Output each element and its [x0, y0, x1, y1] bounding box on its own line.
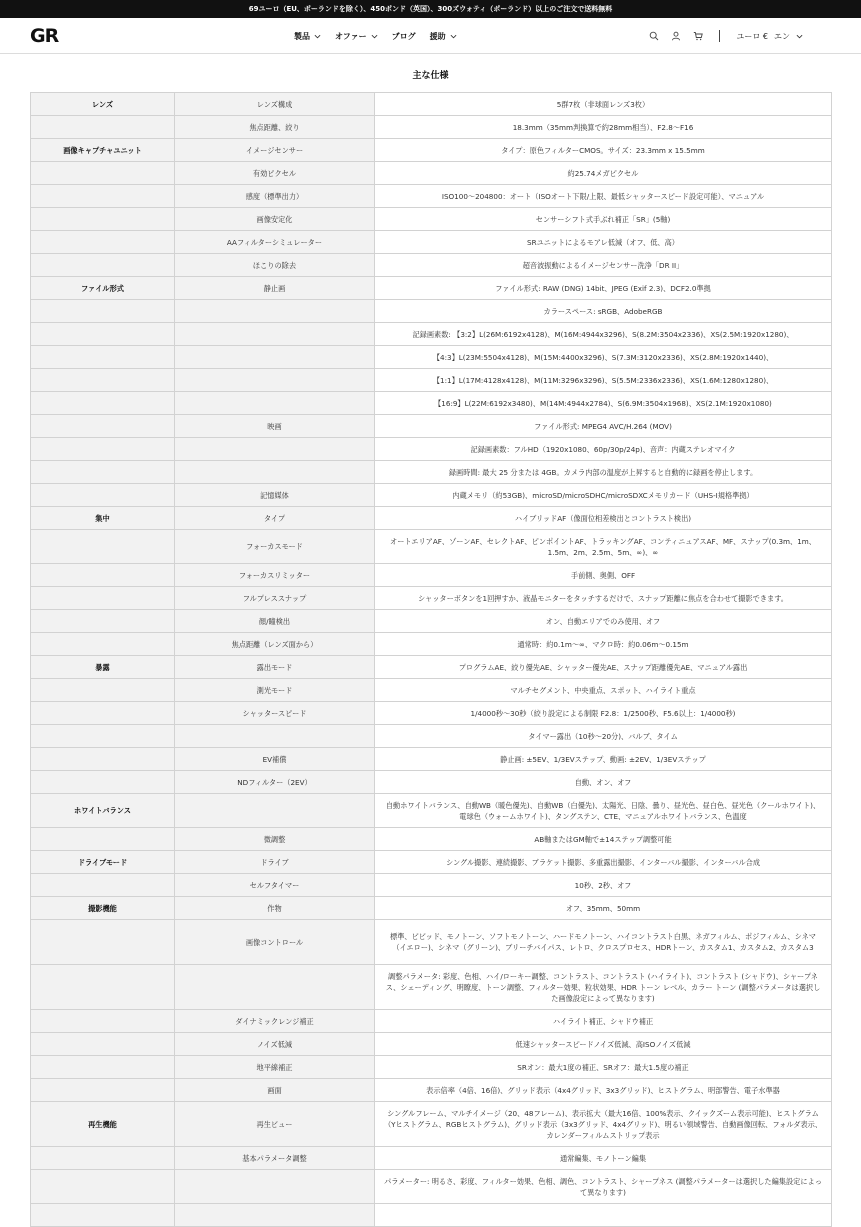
spec-item-cell: ドライブ — [175, 851, 375, 874]
spec-category-cell — [31, 1010, 175, 1033]
spec-row — [31, 656, 832, 679]
spec-category-cell — [31, 300, 175, 323]
spec-value-cell: 通常時：約0.1m〜∞、マクロ時：約0.06m〜0.15m — [375, 633, 832, 656]
spec-category-cell — [31, 725, 175, 748]
spec-item-cell: 有効ピクセル — [175, 162, 375, 185]
spec-item-cell: 記憶媒体 — [175, 484, 375, 507]
spec-value-cell: マルチセグメント、中央重点、スポット、ハイライト重点 — [375, 679, 832, 702]
spec-row — [31, 1204, 832, 1227]
spec-row — [31, 185, 832, 208]
spec-value-cell: 録画時間: 最大 25 分または 4GB。カメラ内部の温度が上昇すると自動的に録画を停止します。 — [375, 461, 832, 484]
account-icon[interactable] — [671, 31, 681, 41]
spec-category-cell: ホワイトバランス — [31, 794, 175, 828]
chevron-down-icon — [450, 34, 457, 39]
spec-value-cell: 自動ホワイトバランス、自動WB（暖色優先)、自動WB（白優先)、太陽光、日陰、曇り、昼光色、昼白色、昼光色（クールホワイト)、電球色（ウォームホワイト)、タングステン、CTE、マニュアルホワイトバランス、色温度 — [375, 794, 832, 828]
spec-row — [31, 897, 832, 920]
currency-label: ユーロ € — [736, 31, 768, 41]
spec-value-cell: 【16:9】L(22M:6192x3480)、M(14M:4944x2784)、S(6.9M:3504x1968)、XS(2.1M:1920x1080) — [375, 392, 832, 415]
menu-offers-label: オファー — [335, 31, 367, 41]
spec-row — [31, 1033, 832, 1056]
spec-value-cell: 超音波振動によるイメージセンサー洗浄「DR II」 — [375, 254, 832, 277]
spec-category-cell: ファイル形式 — [31, 277, 175, 300]
promo-banner: 69ユーロ（EU、ポーランドを除く）、450ポンド（英国）、300ズウォティ（ポーランド）以上のご注文で送料無料 — [0, 0, 861, 18]
spec-item-cell: 基本パラメータ調整 — [175, 1147, 375, 1170]
spec-item-cell: ほこりの除去 — [175, 254, 375, 277]
spec-item-cell: NDフィルター（2EV） — [175, 771, 375, 794]
spec-category-cell — [31, 484, 175, 507]
spec-row — [31, 679, 832, 702]
spec-value-cell: 記録画素数: 【3:2】L(26M:6192x4128)、M(16M:4944x3296)、S(8.2M:3504x2336)、XS(2.5M:1920x1280)、 — [375, 323, 832, 346]
spec-row — [31, 93, 832, 116]
spec-row — [31, 725, 832, 748]
spec-value-cell: 【1:1】L(17M:4128x4128)、M(11M:3296x3296)、S(5.5M:2336x2336)、XS(1.6M:1280x1280)、 — [375, 369, 832, 392]
header-actions — [649, 18, 803, 54]
spec-value-cell: ファイル形式: RAW (DNG) 14bit、JPEG (Exif 2.3)、DCF2.0準拠 — [375, 277, 832, 300]
menu-support-label: 援助 — [429, 31, 446, 41]
spec-row — [31, 392, 832, 415]
page-title: 主な仕様 — [412, 71, 449, 81]
spec-value-cell: オフ、35mm、50mm — [375, 897, 832, 920]
spec-value-cell: 【4:3】L(23M:5504x4128)、M(15M:4400x3296)、S(7.3M:3120x2336)、XS(2.8M:1920x1440)、 — [375, 346, 832, 369]
spec-row — [31, 254, 832, 277]
spec-value-cell: 静止画: ±5EV、1/3EVステップ、動画: ±2EV、1/3EVステップ — [375, 748, 832, 771]
spec-value-cell: カラースペース: sRGB、AdobeRGB — [375, 300, 832, 323]
spec-item-cell — [175, 794, 375, 828]
spec-category-cell — [31, 438, 175, 461]
spec-value-cell: 5群7枚（非球面レンズ3枚） — [375, 93, 832, 116]
spec-category-cell — [31, 461, 175, 484]
spec-item-cell: 感度（標準出力） — [175, 185, 375, 208]
spec-row — [31, 116, 832, 139]
logo[interactable]: GR — [30, 24, 59, 47]
spec-row — [31, 610, 832, 633]
spec-row — [31, 415, 832, 438]
spec-item-cell: レンズ構成 — [175, 93, 375, 116]
divider — [719, 30, 720, 42]
spec-item-cell: 顔/瞳検出 — [175, 610, 375, 633]
spec-item-cell: 露出モード — [175, 656, 375, 679]
spec-item-cell — [175, 392, 375, 415]
spec-item-cell — [175, 369, 375, 392]
spec-category-cell — [31, 162, 175, 185]
spec-row — [31, 828, 832, 851]
spec-item-cell — [175, 1204, 375, 1227]
spec-item-cell: 画像コントロール — [175, 920, 375, 965]
spec-row — [31, 748, 832, 771]
spec-row — [31, 162, 832, 185]
spec-value-cell: SRオン：最大1度の補正、SRオフ：最大1.5度の補正 — [375, 1056, 832, 1079]
spec-item-cell: タイプ — [175, 507, 375, 530]
spec-category-cell — [31, 392, 175, 415]
spec-value-cell: オートエリアAF、ゾーンAF、セレクトAF、ピンポイントAF、トラッキングAF、コンティニュアスAF、MF、スナップ(0.3m、1m、1.5m、2m、2.5m、5m、∞)、∞ — [375, 530, 832, 564]
spec-category-cell — [31, 254, 175, 277]
spec-item-cell: 作物 — [175, 897, 375, 920]
spec-category-cell — [31, 771, 175, 794]
chevron-down-icon — [314, 34, 321, 39]
spec-value-cell: パラメーター: 明るさ、彩度、フィルター効果、色相、調色、コントラスト、シャープネス (調整パラメーターは選択した編集設定によって異なります) — [375, 1170, 832, 1204]
spec-item-cell — [175, 323, 375, 346]
main-menu — [294, 18, 457, 54]
spec-value-cell: 内蔵メモリ（約53GB)、microSD/microSDHC/microSDXCメモリカード（UHS-I規格準拠） — [375, 484, 832, 507]
spec-row — [31, 323, 832, 346]
spec-item-cell — [175, 438, 375, 461]
spec-category-cell: 再生機能 — [31, 1102, 175, 1147]
spec-row — [31, 369, 832, 392]
spec-row — [31, 208, 832, 231]
spec-value-cell: 10秒、2秒、オフ — [375, 874, 832, 897]
spec-row — [31, 139, 832, 162]
spec-row — [31, 1170, 832, 1204]
spec-row — [31, 794, 832, 828]
spec-row — [31, 346, 832, 369]
spec-category-cell: 集中 — [31, 507, 175, 530]
spec-value-cell: 手前側、奥側、OFF — [375, 564, 832, 587]
main-nav — [0, 18, 861, 54]
spec-row — [31, 484, 832, 507]
menu-offers[interactable] — [335, 31, 378, 42]
spec-item-cell: イメージセンサー — [175, 139, 375, 162]
spec-value-cell: シングルフレーム、マルチイメージ（20、48フレーム)、表示拡大（最大16倍、100%表示、クイックズーム表示可能)、ヒストグラム（Yヒストグラム、RGBヒストグラム)、グリッド表示（3x3グリッド、4x4グリッド)、明るい領域警告、自動画像回転、フォルダ表示、カレンダーフィルムストリップ表示 — [375, 1102, 832, 1147]
spec-category-cell: 画像キャプチャユニット — [31, 139, 175, 162]
spec-item-cell: 焦点距離（レンズ面から） — [175, 633, 375, 656]
spec-row — [31, 530, 832, 564]
spec-value-cell: プログラムAE、絞り優先AE、シャッター優先AE、スナップ距離優先AE、マニュアル露出 — [375, 656, 832, 679]
spec-item-cell: 画像安定化 — [175, 208, 375, 231]
spec-item-cell: 微調整 — [175, 828, 375, 851]
spec-category-cell — [31, 415, 175, 438]
spec-value-cell: ファイル形式: MPEG4 AVC/H.264 (MOV) — [375, 415, 832, 438]
spec-item-cell: 画面 — [175, 1079, 375, 1102]
spec-value-cell: タイプ：原色フィルターCMOS。サイズ：23.3mm x 15.5mm — [375, 139, 832, 162]
spec-value-cell: 約25.74メガピクセル — [375, 162, 832, 185]
spec-category-cell — [31, 679, 175, 702]
spec-table — [30, 92, 832, 1227]
spec-row — [31, 1056, 832, 1079]
currency-language-selector[interactable] — [736, 31, 803, 42]
spec-category-cell: レンズ — [31, 93, 175, 116]
spec-row — [31, 874, 832, 897]
spec-item-cell — [175, 461, 375, 484]
spec-category-cell: 撮影機能 — [31, 897, 175, 920]
menu-support[interactable] — [430, 31, 457, 42]
spec-value-cell: センサーシフト式手ぶれ補正「SR」(5軸) — [375, 208, 832, 231]
spec-item-cell: フォーカスリミッター — [175, 564, 375, 587]
spec-value-cell: ハイブリッドAF（像面位相差検出とコントラスト検出) — [375, 507, 832, 530]
spec-value-cell: 表示倍率（4倍、16倍)、グリッド表示（4x4グリッド、3x3グリッド)、ヒストグラム、明部警告、電子水準器 — [375, 1079, 832, 1102]
spec-item-cell: 再生ビュー — [175, 1102, 375, 1147]
spec-value-cell: タイマー露出（10秒〜20分)、バルブ、タイム — [375, 725, 832, 748]
spec-category-cell — [31, 874, 175, 897]
spec-category-cell — [31, 702, 175, 725]
spec-value-cell: 自動、オン、オフ — [375, 771, 832, 794]
spec-value-cell: シングル撮影、連続撮影、ブラケット撮影、多重露出撮影、インターバル撮影、インターバル合成 — [375, 851, 832, 874]
spec-item-cell: 静止画 — [175, 277, 375, 300]
search-icon[interactable] — [649, 31, 659, 41]
spec-row — [31, 771, 832, 794]
spec-item-cell: 焦点距離、絞り — [175, 116, 375, 139]
spec-category-cell — [31, 231, 175, 254]
spec-category-cell — [31, 116, 175, 139]
spec-category-cell — [31, 530, 175, 564]
spec-value-cell: 記録画素数：フルHD（1920x1080、60p/30p/24p)、音声：内蔵ステレオマイク — [375, 438, 832, 461]
spec-category-cell — [31, 1170, 175, 1204]
spec-category-cell — [31, 1079, 175, 1102]
menu-blog-label: ブログ — [391, 31, 416, 41]
spec-row — [31, 1010, 832, 1033]
spec-category-cell — [31, 323, 175, 346]
spec-item-cell: シャッタースピード — [175, 702, 375, 725]
spec-row — [31, 1102, 832, 1147]
spec-category-cell — [31, 920, 175, 965]
menu-products[interactable] — [294, 31, 321, 42]
spec-value-cell: 通常編集、モノトーン編集 — [375, 1147, 832, 1170]
chevron-down-icon — [796, 34, 803, 39]
spec-value-cell: AB軸またはGM軸で±14ステップ調整可能 — [375, 828, 832, 851]
spec-item-cell: フォーカスモード — [175, 530, 375, 564]
spec-category-cell: 暴露 — [31, 656, 175, 679]
chevron-down-icon — [371, 34, 378, 39]
spec-row — [31, 564, 832, 587]
spec-category-cell — [31, 633, 175, 656]
spec-value-cell: 調整パラメータ: 彩度、色相、ハイ/ローキー調整、コントラスト、コントラスト (ハイライト)、コントラスト (シャドウ)、シャープネス、シェーディング、明瞭度、トーン調整、フィルター効果、粒状効果、HDR トーン レベル、カラー トーン (調整パラメータは選択した画像設定によって異なります) — [375, 965, 832, 1010]
spec-category-cell — [31, 1147, 175, 1170]
spec-item-cell — [175, 346, 375, 369]
spec-row — [31, 300, 832, 323]
language-label: エン — [774, 31, 790, 41]
spec-value-cell: オン、自動エリアでのみ使用、オフ — [375, 610, 832, 633]
spec-category-cell — [31, 185, 175, 208]
spec-row — [31, 920, 832, 965]
spec-category-cell — [31, 1033, 175, 1056]
spec-row — [31, 702, 832, 725]
spec-category-cell — [31, 346, 175, 369]
spec-item-cell: EV補償 — [175, 748, 375, 771]
spec-item-cell: セルフタイマー — [175, 874, 375, 897]
spec-category-cell — [31, 1204, 175, 1227]
spec-row — [31, 507, 832, 530]
spec-category-cell: ドライブモード — [31, 851, 175, 874]
spec-row — [31, 277, 832, 300]
menu-products-label: 製品 — [294, 31, 310, 41]
spec-row — [31, 438, 832, 461]
spec-category-cell — [31, 208, 175, 231]
spec-row — [31, 587, 832, 610]
spec-value-cell: SRユニットによるモアレ低減（オフ、低、高） — [375, 231, 832, 254]
spec-item-cell: ダイナミックレンジ補正 — [175, 1010, 375, 1033]
spec-category-cell — [31, 965, 175, 1010]
spec-category-cell — [31, 369, 175, 392]
spec-item-cell — [175, 1170, 375, 1204]
spec-category-cell — [31, 828, 175, 851]
spec-row — [31, 1147, 832, 1170]
spec-category-cell — [31, 1056, 175, 1079]
spec-row — [31, 965, 832, 1010]
spec-value-cell: 1/4000秒〜30秒（絞り設定による制限 F2.8：1/2500秒、F5.6以上：1/4000秒) — [375, 702, 832, 725]
spec-row — [31, 1079, 832, 1102]
spec-value-cell: 低速シャッタースピードノイズ低減、高ISOノイズ低減 — [375, 1033, 832, 1056]
spec-item-cell — [175, 725, 375, 748]
spec-value-cell: 標準、ビビッド、モノトーン、ソフトモノトーン、ハードモノトーン、ハイコントラスト白黒、ネガフィルム、ポジフィルム、シネマ（イエロー)、シネマ（グリーン)、ブリーチバイパス、レトロ、クロスプロセス、HDRトーン、カスタム1、カスタム2、カスタム3 — [375, 920, 832, 965]
spec-category-cell — [31, 748, 175, 771]
spec-item-cell: AAフィルターシミュレーター — [175, 231, 375, 254]
spec-value-cell — [375, 1204, 832, 1227]
menu-blog[interactable] — [392, 31, 416, 42]
spec-category-cell — [31, 587, 175, 610]
spec-item-cell: フルプレススナップ — [175, 587, 375, 610]
spec-item-cell — [175, 965, 375, 1010]
spec-value-cell: シャッターボタンを1回押すか、液晶モニターをタッチするだけで、スナップ距離に焦点を合わせて撮影できます。 — [375, 587, 832, 610]
spec-row — [31, 633, 832, 656]
spec-row — [31, 461, 832, 484]
spec-row — [31, 851, 832, 874]
spec-item-cell: 測光モード — [175, 679, 375, 702]
spec-value-cell: ハイライト補正、シャドウ補正 — [375, 1010, 832, 1033]
spec-item-cell — [175, 300, 375, 323]
spec-category-cell — [31, 564, 175, 587]
spec-item-cell: ノイズ低減 — [175, 1033, 375, 1056]
spec-item-cell: 地平線補正 — [175, 1056, 375, 1079]
spec-item-cell: 映画 — [175, 415, 375, 438]
spec-category-cell — [31, 610, 175, 633]
cart-icon[interactable] — [693, 31, 703, 41]
spec-value-cell: ISO100〜204800：オート（ISOオート下限/上限、最低シャッタースピード設定可能）、マニュアル — [375, 185, 832, 208]
spec-value-cell: 18.3mm（35mm判換算で約28mm相当）、F2.8〜F16 — [375, 116, 832, 139]
spec-row — [31, 231, 832, 254]
